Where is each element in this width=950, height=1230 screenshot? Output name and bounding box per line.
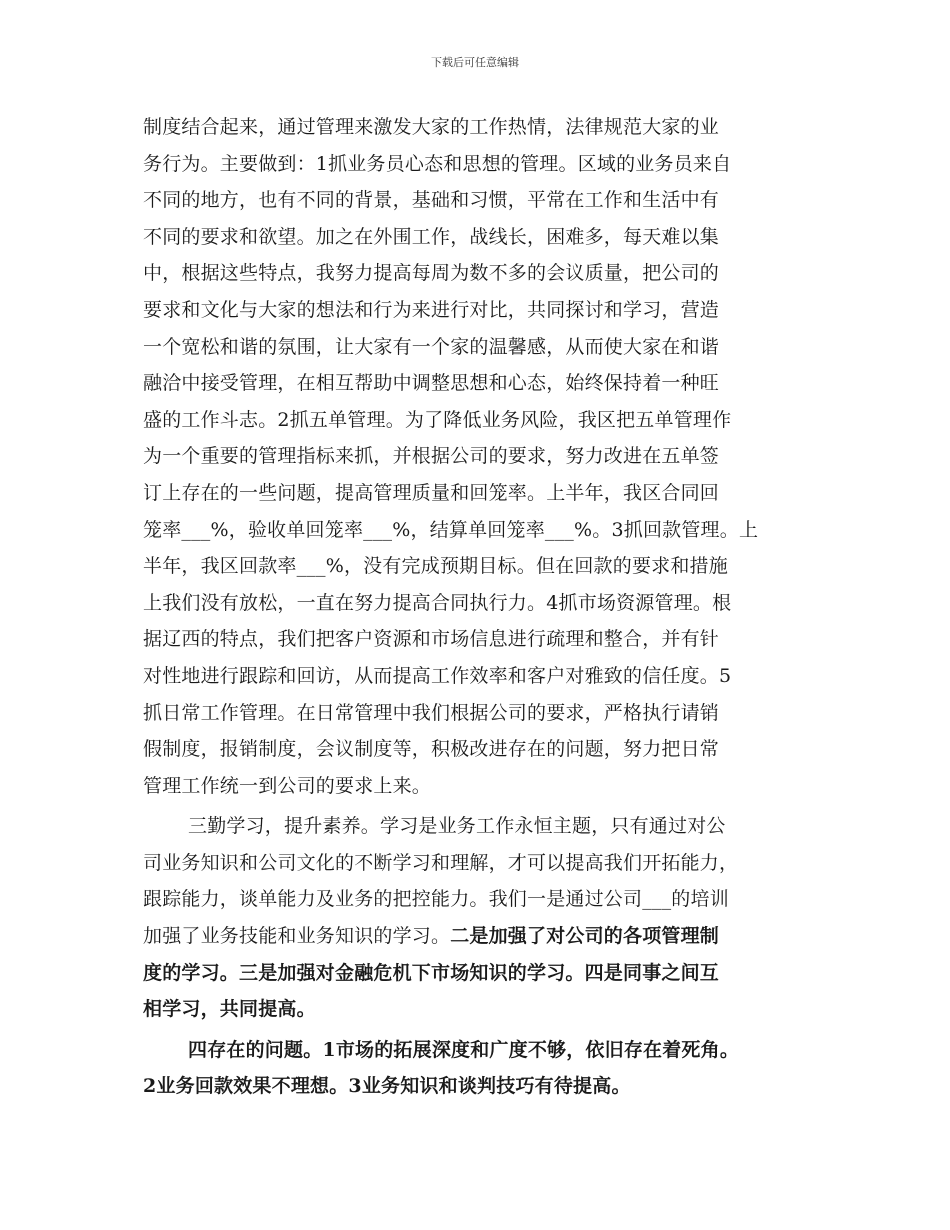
paragraph-management: [143, 109, 813, 804]
text-line: 中，根据这些特点，我努力提高每周为数不多的会议质量，把公司的: [143, 262, 720, 285]
text-line: 不同的地方，也有不同的背景，基础和习惯，平常在工作和生活中有: [143, 189, 720, 212]
text-line: 上我们没有放松，一直在努力提高合同执行力。4抓市场资源管理。根: [143, 591, 732, 614]
document-body: [143, 109, 813, 1105]
text-line: 相学习，共同提高。: [143, 998, 316, 1021]
text-line: 三勤学习，提升素养。学习是业务工作永恒主题，只有通过对公: [188, 815, 726, 838]
text-line: 假制度，报销制度，会议制度等，积极改进存在的问题，努力把日常: [143, 738, 720, 761]
text-line: 要求和文化与大家的想法和行为来进行对比，共同探讨和学习，营造: [143, 298, 720, 321]
text-line: 司业务知识和公司文化的不断学习和理解，才可以提高我们开拓能力，: [143, 851, 739, 874]
text-segment: 加强了业务技能和业务知识的学习。: [143, 925, 451, 948]
text-line-mixed: [143, 918, 813, 955]
text-line: 笼率___%，验收单回笼率___%，结算单回笼率___%。3抓回款管理。上: [143, 518, 759, 541]
text-line: 管理工作统一到公司的要求上来。: [143, 774, 432, 797]
text-line: 务行为。主要做到：1抓业务员心态和思想的管理。区域的业务员来自: [143, 152, 732, 175]
text-line: 对性地进行跟踪和回访，从而提高工作效率和客户对雅致的信任度。5: [143, 664, 732, 687]
paragraph-study: [143, 808, 813, 1028]
text-line: 抓日常工作管理。在日常管理中我们根据公司的要求，严格执行请销: [143, 701, 720, 724]
text-line: 2业务回款效果不理想。3业务知识和谈判技巧有待提高。: [143, 1075, 631, 1098]
text-line: 跟踪能力，谈单能力及业务的把控能力。我们一是通过公司___的培训: [143, 888, 729, 911]
text-line: 不同的要求和欲望。加之在外围工作，战线长，困难多，每天难以集: [143, 225, 720, 248]
paragraph-problems: [143, 1032, 813, 1105]
text-line: 融洽中接受管理，在相互帮助中调整思想和心态，始终保持着一种旺: [143, 372, 720, 395]
text-line: 半年，我区回款率___%，没有完成预期目标。但在回款的要求和措施: [143, 555, 728, 578]
text-segment-bold: 二是加强了对公司的各项管理制: [450, 925, 720, 948]
text-line: 盛的工作斗志。2抓五单管理。为了降低业务风险，我区把五单管理作: [143, 408, 732, 431]
text-line: 四存在的问题。1市场的拓展深度和广度不够，依旧存在着死角。: [188, 1038, 740, 1061]
text-line: 据辽西的特点，我们把客户资源和市场信息进行疏理和整合，并有针: [143, 628, 720, 651]
text-line: 一个宽松和谐的氛围，让大家有一个家的温馨感，从而使大家在和谐: [143, 335, 720, 358]
text-line: 为一个重要的管理指标来抓，并根据公司的要求，努力改进在五单签: [143, 445, 720, 468]
text-line: 订上存在的一些问题，提高管理质量和回笼率。上半年，我区合同回: [143, 481, 720, 504]
text-line: 度的学习。三是加强对金融危机下市场知识的学习。四是同事之间互: [143, 961, 720, 984]
page-header: 下载后可任意编辑: [431, 56, 519, 69]
text-line: 制度结合起来，通过管理来激发大家的工作热情，法律规范大家的业: [143, 116, 720, 138]
